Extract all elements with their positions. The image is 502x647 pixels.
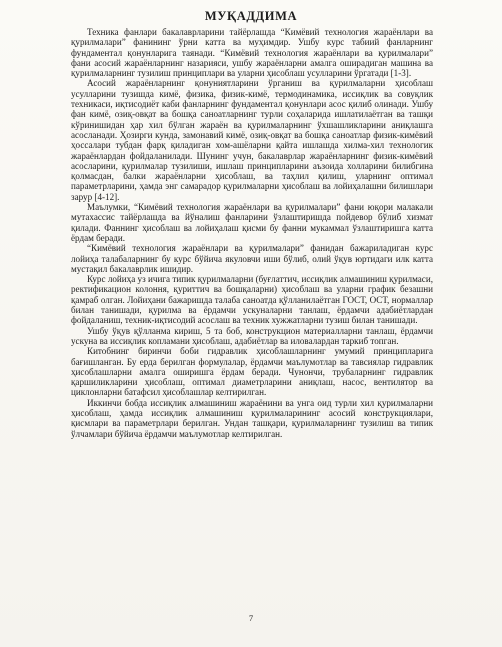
paragraph-2: Асосий жараёнларнинг қонуниятларини ўрганиш ва қурилмаларни ҳисоблаш усулларини тузишда кимё, физика, физик-кимё, термодинамика, иссиқлик ва совуқлик техникаси, иқтисодиёт каби фанларнинг фундаментал қонунлари асос қилиб олинади. Ушбу фан кимё, озиқ-овқат ва бошқа саноатларнинг турли соҳаларида ишлатилаётган ва ташқи кўринишидан ҳар хил бўлган жараён ва қурилмаларнинг ўхшашликларини аниқлашга асосланади. Ҳозирги кунда, замонавий кимё, озиқ-овқат ва бошқа саноатлар физик-кимёвий ҳоссалари тубдан фарқ қиладиган хом-ашёларни қайта ишлашда хилма-хил технологик жараёнлардан фойдаланилади. Шунинг учун, бакалаврлар жараёнларнинг физик-кимёвий асосларини, қурилмалар тузилиши, ишлаш принципларини аъзоида холларини билибгина қолмасдан, балки жараёнларни ҳисоблаш, ва таҳлил қилиш, уларнинг оптимал параметрларини, ҳамда энг самарадор қурилмаларни ҳисоблаш ва лойиҳалашни билишлари зарур [4-12].	[71, 78, 433, 202]
paragraph-7: Китобнинг биринчи боби гидравлик ҳисоблашларнинг умумий принципларига бағишланган. Бу ерда берилган формулалар, ёрдамчи маълумотлар ва тавсиялар гидравлик ҳисоблашларни амалга оширишга ёрдам беради. Чунончи, трубаларнинг гидравлик қаршиликларини ҳисоблаш, оптимал диаметрларини аниқлаш, насос, вентилятор ва циклонларни батафсил ҳисоблашлар келтирилган.	[71, 346, 433, 398]
paragraph-5: Курс лойиҳа уз ичига типик қурилмаларни (буғлаттич, иссиқлик алмашиниш қурилмаси, ректификацион колоння, қуриттич ва бошқаларни) ҳисоблаш ва уларни график безашни қамраб олган. Лойиҳани бажаришда талаба саноатда қўлланилаётган ГОСТ, ОСТ, нормаллар билан танишади, қурилма ва ёрдамчи ускуналарни танлаш, ёрдамчи адабиётлардан фойдаланиш, техник-иқтисодий асослаш ва техник хужжатларни тузиш билан танишади.	[71, 274, 433, 326]
page-number: 7	[248, 613, 254, 623]
body-text	[71, 27, 433, 439]
paragraph-3: Маълумки, “Кимёвий технология жараёнлари ва қурилмалари” фани юқори малакали мутахассис тайёрлашда ва йўналиш фанларини ўзлаштиришда пойдевор бўлиб хизмат қилади. Фаннинг ҳисоблаш ва лойиҳалаш қисми бу фанни мукаммал ўзлаштиришга катта ёрдам беради.	[71, 202, 433, 243]
paragraph-8: Иккинчи бобда иссиқлик алмашиниш жараёнини ва унга оид турли хил қурилмаларни ҳисоблаш, ҳамда иссиқлик алмашиниш қурилмаларининг асосий конструкциялари, қисмлари ва параметрлари берилган. Ундан ташқари, қурилмаларнинг тузилиш ва типик ўлчамлари бўйича ёрдамчи маълумотлар келтирилган.	[71, 397, 433, 439]
page-title: МУҚАДДИМА	[204, 9, 298, 23]
paragraph-6: Ушбу ўқув қўлланма кириш, 5 та боб, конструкцион материалларни танлаш, ёрдамчи ускуна ва иссиқлик копламани ҳисоблаш, адабиётлар ва иловалардан таркиб топган.	[71, 325, 433, 346]
paragraph-1: Техника фанлари бакалаврларини тайёрлашда “Кимёвий технология жараёнлари ва қурилмалари” фанининг ўрни катта ва муҳимдир. Ушбу курс табиий фанларнинг фундаментал қонунларига таянади. “Кимёвий технология жараёнлари ва қурилмалари” фани асосий жараёнларнинг назарияси, ушбу жараёнларни амалга оширадиган машина ва қурилмаларнинг тузилиш принциплари ва уларни ҳисоблаш усулларини ўргатади [1-3].	[71, 27, 433, 79]
paragraph-4: “Кимёвий технология жараёнлари ва қурилмалари” фанидан бажариладиган курс лойиҳа талабаларнинг бу курс бўйича якуловчи иши бўлиб, олий ўқув юртидаги илк катта мустақил бакалаврлик ишидир.	[71, 243, 433, 274]
